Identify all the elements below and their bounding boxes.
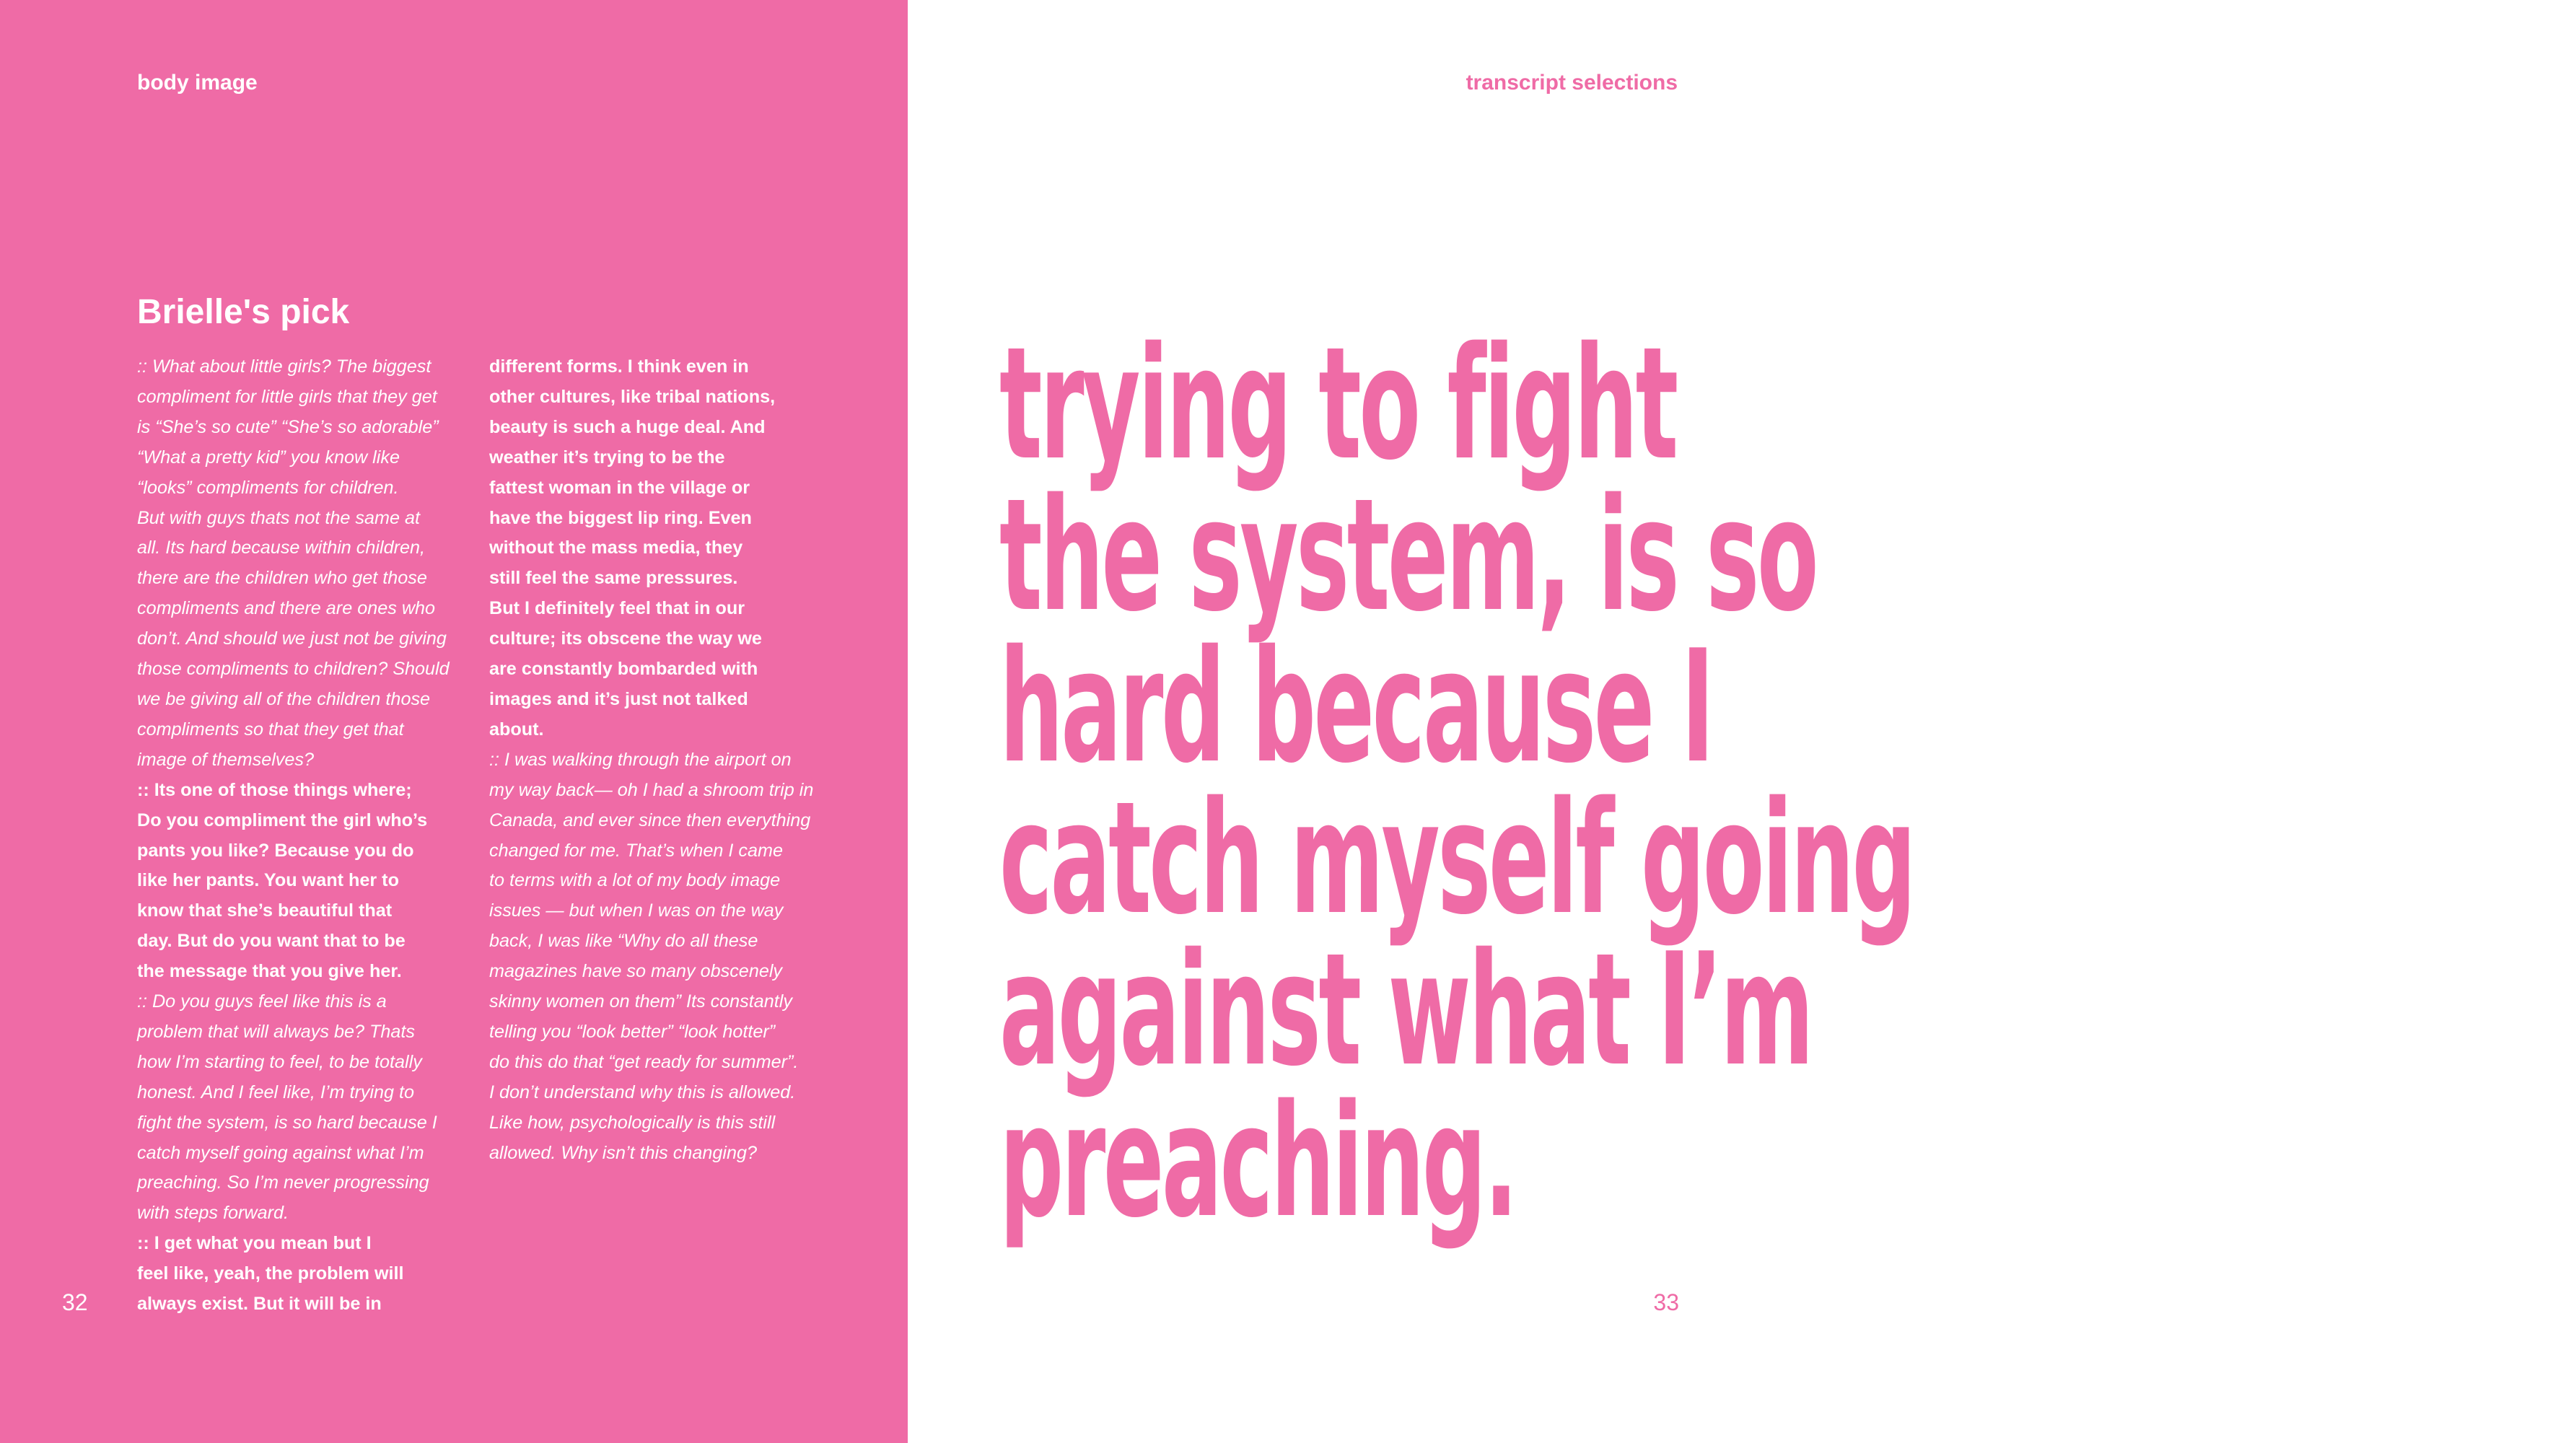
transcript-line: different forms. I think even in [489,356,749,377]
transcript-line: magazines have so many obscenely [489,961,783,982]
pull-quote-line: against what I’m [999,919,1812,1100]
pull-quote [999,313,2576,1252]
transcript-line: don’t. And should we just not be giving [137,628,447,649]
transcript-line: :: Do you guys feel like this is a [137,991,387,1012]
transcript-line: do this do that “get ready for summer”. [489,1051,799,1072]
transcript-line: :: Its one of those things where; [137,779,412,800]
transcript-line: :: What about little girls? The biggest [137,356,431,377]
transcript-line: But with guys thats not the same at [137,507,421,528]
transcript-column-1 [137,352,465,1320]
transcript-line: issues — but when I was on the way [489,900,784,921]
page-number-right: 33 [1653,1289,1679,1315]
transcript-line: fattest woman in the village or [489,477,750,498]
transcript-line: skinny women on them” Its constantly [489,991,792,1012]
transcript-line: to terms with a lot of my body image [489,870,781,891]
transcript-line: the message that you give her. [137,961,402,982]
transcript-line: :: I was walking through the airport on [489,749,792,770]
transcript-line: about. [489,719,544,740]
transcript-line: without the mass media, they [489,538,743,558]
pull-quote-line: catch myself going [999,768,1914,949]
transcript-line: day. But do you want that to be [137,931,406,952]
transcript-line: those compliments to children? Should [137,659,450,680]
transcript-line: all. Its hard because within children, [137,538,426,558]
transcript-line: are constantly bombarded with [489,659,758,680]
transcript-line: there are the children who get those [137,568,427,589]
transcript-line: feel like, yeah, the problem will [137,1263,404,1284]
transcript-line: how I’m starting to feel, to be totally [137,1051,422,1072]
transcript-line: beauty is such a huge deal. And [489,416,766,437]
transcript-line: compliment for little girls that they get [137,386,437,407]
transcript-line: always exist. But it will be in [137,1294,382,1315]
transcript-line: changed for me. That’s when I came [489,840,783,861]
transcript-line: Canada, and ever since then everything [489,810,811,830]
pull-quote-line: the system, is so [999,465,1817,646]
transcript-line: But I definitely feel that in our [489,598,745,619]
transcript-line: preaching. So I’m never progressing [137,1172,429,1193]
transcript-line: allowed. Why isn’t this changing? [489,1142,758,1163]
transcript-line: Do you compliment the girl who’s [137,810,428,830]
transcript-line: know that she’s beautiful that [137,900,393,921]
transcript-column-2 [489,352,818,1168]
transcript-line: pants you like? Because you do [137,840,414,861]
transcript-line: Like how, psychologically is this still [489,1112,776,1133]
transcript-line: weather it’s trying to be the [489,447,725,468]
transcript-line: honest. And I feel like, I’m trying to [137,1082,415,1102]
transcript-line: other cultures, like tribal nations, [489,386,776,407]
transcript-line: image of themselves? [137,749,315,770]
transcript-line: I don’t understand why this is allowed. [489,1082,796,1102]
transcript-line: culture; its obscene the way we [489,628,762,649]
running-head-left: body image [137,71,258,95]
transcript-line: fight the system, is so hard because I [137,1112,437,1133]
transcript-line: we be giving all of the children those [137,688,431,709]
transcript-line: still feel the same pressures. [489,568,738,589]
transcript-line: compliments so that they get that [137,719,404,740]
transcript-line: “What a pretty kid” you know like [137,447,400,468]
transcript-line: like her pants. You want her to [137,870,399,891]
transcript-line: images and it’s just not talked [489,688,748,709]
pull-quote-line: hard because I [999,616,1712,797]
transcript-line: catch myself going against what I’m [137,1142,424,1163]
running-head-right: transcript selections [1466,71,1678,95]
transcript-line: compliments and there are ones who [137,598,436,619]
left-page [0,0,908,1443]
section-heading: Brielle's pick [137,293,350,331]
transcript-line: telling you “look better” “look hotter” [489,1021,776,1042]
page-number-left: 32 [62,1289,88,1315]
transcript-line: :: I get what you mean but I [137,1233,372,1254]
pull-quote-line: trying to fight [999,313,1676,494]
transcript-line: problem that will always be? Thats [137,1021,415,1042]
transcript-line: with steps forward. [137,1203,289,1224]
transcript-line: have the biggest lip ring. Even [489,507,752,528]
transcript-line: my way back— oh I had a shroom trip in [489,779,814,800]
transcript-line: back, I was like “Why do all these [489,931,758,952]
transcript-line: “looks” compliments for children. [137,477,399,498]
transcript-line: is “She’s so cute” “She’s so adorable” [137,416,439,437]
pull-quote-line: preaching. [999,1071,1516,1252]
